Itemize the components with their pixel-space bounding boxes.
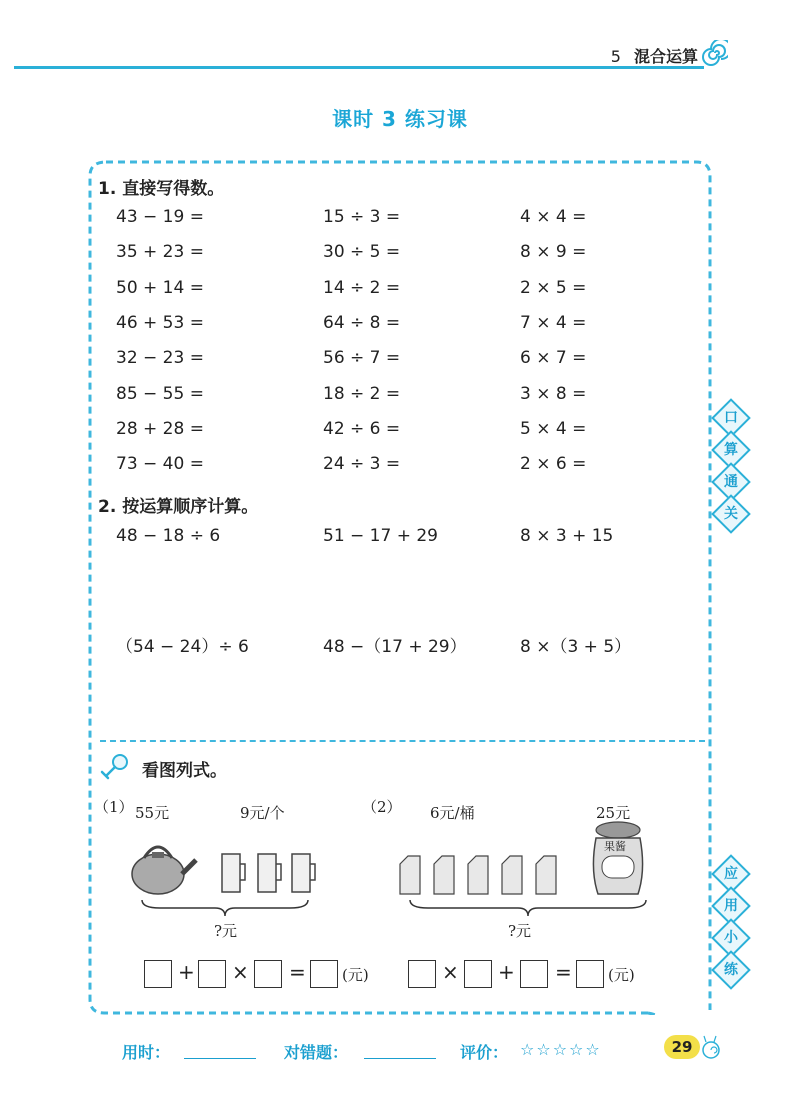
answer-box[interactable]: [254, 960, 282, 988]
calc-6: 8 ×（3 + 5）: [520, 637, 632, 657]
mental-math-item: 42 ÷ 6 =: [323, 418, 401, 439]
mental-math-item: 7 × 4 =: [520, 312, 587, 333]
spiral-icon: [702, 40, 728, 66]
mental-math-item: 18 ÷ 2 =: [323, 383, 401, 404]
answer-box[interactable]: [198, 960, 226, 988]
calc-4: （54 − 24）÷ 6: [116, 637, 249, 657]
side-tab-guan: 关: [711, 494, 751, 534]
mental-math-item: 73 − 40 =: [116, 454, 204, 475]
unit: (元): [342, 966, 369, 984]
lesson-title: 课时 3 练习课: [332, 107, 468, 131]
side-tab-xiao: 小: [711, 918, 751, 958]
mental-math-item: 46 + 53 =: [116, 312, 204, 333]
answer-box[interactable]: [310, 960, 338, 988]
operator: +: [498, 960, 515, 984]
cup-price: 9元/个: [240, 804, 285, 822]
mental-math-item: 32 − 23 =: [116, 348, 204, 369]
problem2-question: ?元: [508, 922, 532, 940]
side-tab-lian: 练: [711, 950, 751, 990]
kettle-price: 55元: [135, 804, 170, 822]
cups-icon: [218, 850, 318, 896]
mental-math-item: 5 × 4 =: [520, 418, 587, 439]
mental-math-item: 8 × 9 =: [520, 242, 587, 263]
magnifier-icon: [98, 752, 132, 780]
mental-math-item: 35 + 23 =: [116, 242, 204, 263]
mental-math-item: 15 ÷ 3 =: [323, 207, 401, 227]
calc-2: 51 − 17 + 29: [323, 526, 438, 546]
brace-1: [140, 898, 310, 918]
jar-price: 25元: [596, 804, 631, 822]
answer-box[interactable]: [408, 960, 436, 988]
mental-math-item: 2 × 5 =: [520, 277, 587, 298]
side-tab-tong: 通: [711, 462, 751, 502]
answer-box[interactable]: [144, 960, 172, 988]
mental-math-item: 56 ÷ 7 =: [323, 348, 401, 369]
page-number: 29: [664, 1035, 700, 1059]
chapter-title: 混合运算: [633, 47, 698, 66]
section1-heading: 1. 直接写得数。: [98, 179, 225, 199]
mental-math-item: 3 × 8 =: [520, 383, 587, 404]
chapter-number: 5: [610, 47, 621, 66]
chapter-header: [611, 44, 698, 67]
side-tab-yong: 用: [711, 886, 751, 926]
section3-heading: 看图列式。: [142, 761, 227, 781]
side-tab-ying: 应: [711, 854, 751, 894]
problem2-number: （2）: [362, 798, 402, 816]
milk-price: 6元/桶: [430, 804, 475, 822]
brace-2: [408, 898, 648, 918]
header-rule: [14, 66, 704, 69]
rating-label: 评价：: [460, 1043, 509, 1062]
jam-jar-icon: [588, 820, 648, 900]
mental-math-item: 14 ÷ 2 =: [323, 277, 401, 298]
time-label: 用时：: [122, 1043, 171, 1062]
side-tab-suan: 算: [711, 430, 751, 470]
mental-math-item: 28 + 28 =: [116, 418, 204, 439]
correct-blank[interactable]: [364, 1058, 436, 1059]
operator: ×: [442, 960, 459, 984]
snail-icon: [700, 1034, 722, 1060]
section-divider: [100, 740, 705, 742]
milk-cartons-icon: [396, 852, 564, 896]
mental-math-item: 6 × 7 =: [520, 348, 587, 369]
calc-1: 48 − 18 ÷ 6: [116, 526, 221, 546]
mental-math-item: 43 − 19 =: [116, 207, 204, 227]
mental-math-item: 64 ÷ 8 =: [323, 312, 401, 333]
mental-math-item: 4 × 4 =: [520, 207, 587, 227]
answer-box[interactable]: [576, 960, 604, 988]
problem1-number: （1）: [94, 798, 134, 816]
unit: (元): [608, 966, 635, 984]
mental-math-item: 50 + 14 =: [116, 277, 204, 298]
answer-box[interactable]: [464, 960, 492, 988]
rating-stars[interactable]: ☆☆☆☆☆: [520, 1040, 602, 1059]
jar-label: 果酱: [604, 840, 626, 853]
time-blank[interactable]: [184, 1058, 256, 1059]
operator: =: [289, 960, 306, 984]
operator: =: [555, 960, 572, 984]
mental-math-item: 85 − 55 =: [116, 383, 204, 404]
calc-3: 8 × 3 + 15: [520, 526, 614, 546]
operator: ×: [232, 960, 249, 984]
operator: +: [178, 960, 195, 984]
kettle-icon: [128, 834, 198, 898]
section2-heading: 2. 按运算顺序计算。: [98, 497, 259, 517]
mental-math-item: 24 ÷ 3 =: [323, 454, 401, 475]
correct-label: 对错题：: [284, 1043, 349, 1062]
calc-5: 48 −（17 + 29）: [323, 637, 467, 657]
answer-box[interactable]: [520, 960, 548, 988]
mental-math-item: 2 × 6 =: [520, 454, 587, 475]
side-tab-kou: 口: [711, 398, 751, 438]
mental-math-item: 30 ÷ 5 =: [323, 242, 401, 263]
problem1-question: ?元: [214, 922, 238, 940]
